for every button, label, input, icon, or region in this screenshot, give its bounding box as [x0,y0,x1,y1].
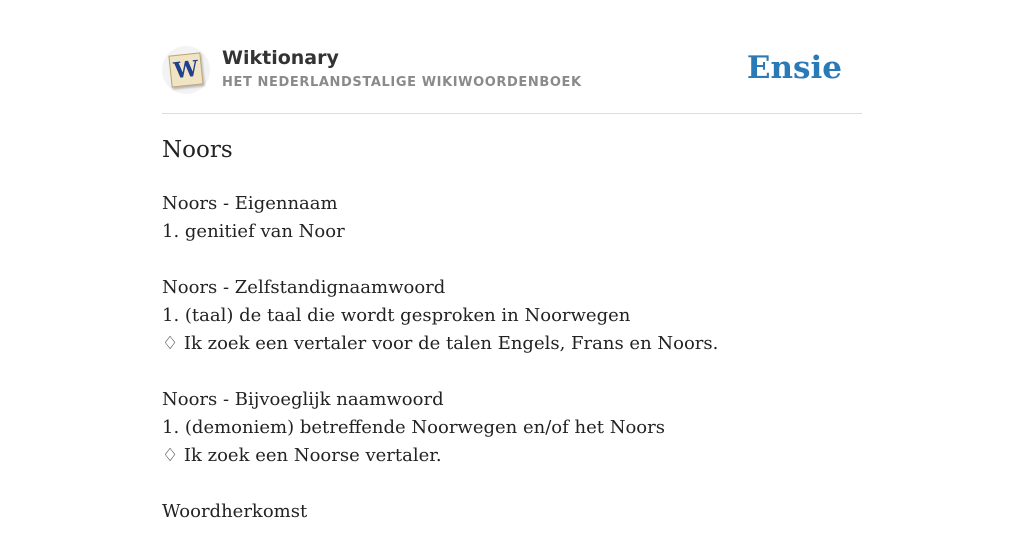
site-header [162,0,862,114]
section-bijvoeglijk-naamwoord [162,386,862,470]
site-subtitle: HET NEDERLANDSTALIGE WIKIWOORDENBOEK [222,75,582,90]
section-eigennaam [162,190,862,246]
section-heading: Noors - Zelfstandignaamwoord [162,277,446,298]
definition-line: 1. genitief van Noor [162,221,345,242]
section-heading: Noors - Bijvoeglijk naamwoord [162,389,444,410]
section-heading: Woordherkomst [162,501,308,522]
example-line: ♢ Ik zoek een Noorse vertaler. [162,445,442,466]
section-woordherkomst [162,498,862,526]
site-title[interactable]: Wiktionary [222,47,339,69]
section-heading: Noors - Eigennaam [162,193,338,214]
page-container [162,0,862,522]
article-content [162,190,862,554]
section-zelfstandignaamwoord [162,274,862,358]
logo-tile: W [168,52,203,87]
definition-line: 1. (taal) de taal die wordt gesproken in Noorwegen [162,305,631,326]
definition-line: 1. (demoniem) betreffende Noorwegen en/of het Noors [162,417,665,438]
wiktionary-logo-icon[interactable] [162,46,210,94]
example-line: ♢ Ik zoek een vertaler voor de talen Engels, Frans en Noors. [162,333,719,354]
ensie-brand-link[interactable]: Ensie [746,50,842,86]
page-title: Noors [162,137,233,163]
